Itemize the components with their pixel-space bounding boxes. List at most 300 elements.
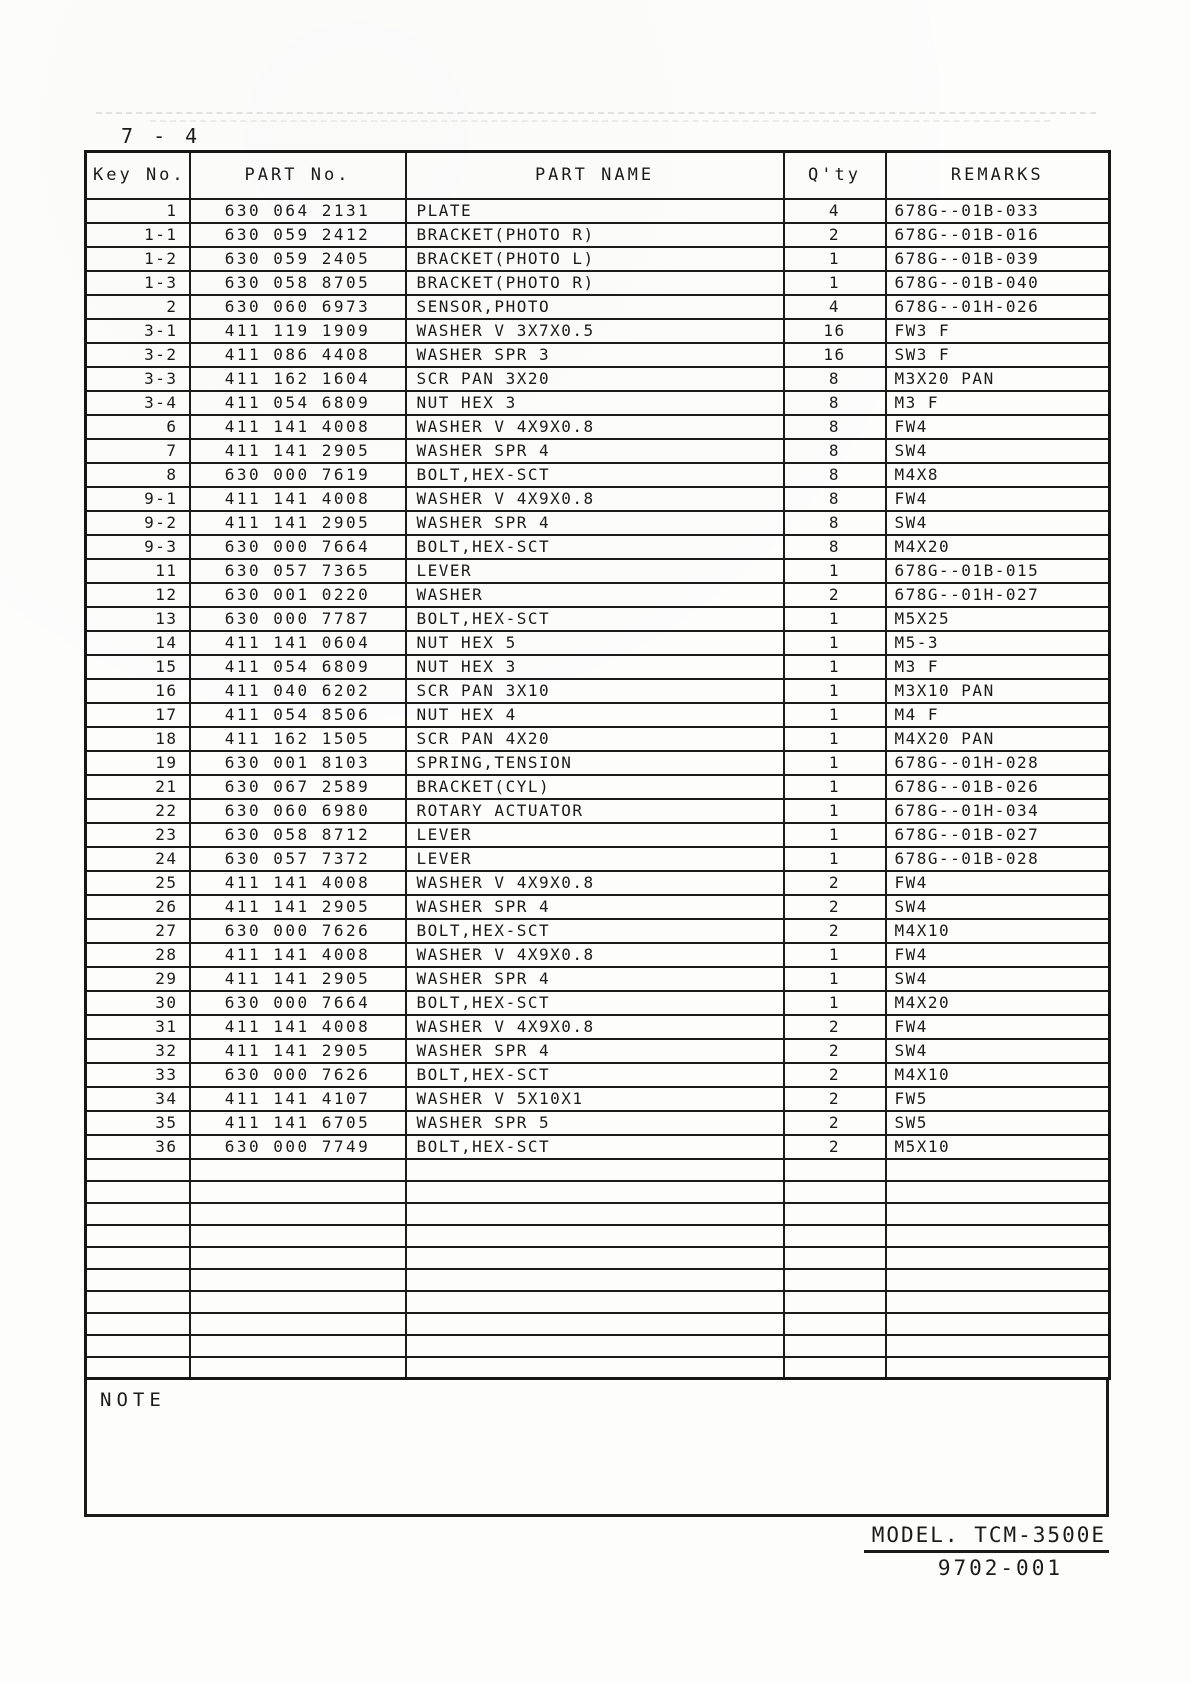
part-name-cell: BOLT,HEX-SCT — [406, 607, 784, 631]
empty-table-row — [86, 1291, 1110, 1313]
part-name-cell: SCR PAN 3X20 — [406, 367, 784, 391]
table-row — [86, 679, 1110, 703]
remarks-cell: SW4 — [886, 895, 1110, 919]
remarks-cell: 678G--01H-034 — [886, 799, 1110, 823]
remarks-cell: SW4 — [886, 1039, 1110, 1063]
remarks-cell: M4X20 PAN — [886, 727, 1110, 751]
part-no-cell: 630 000 7787 — [190, 607, 406, 631]
col-header-part-no: PART No. — [190, 152, 406, 199]
key-no-cell — [86, 1269, 190, 1291]
key-no-cell: 1-2 — [86, 247, 190, 271]
remarks-cell: M4 F — [886, 703, 1110, 727]
remarks-cell: 678G--01B-016 — [886, 223, 1110, 247]
part-no-cell: 411 141 2905 — [190, 967, 406, 991]
scan-artifact-line — [150, 120, 1050, 122]
qty-cell: 2 — [784, 1039, 886, 1063]
part-no-cell — [190, 1313, 406, 1335]
part-no-cell: 411 141 4008 — [190, 487, 406, 511]
remarks-cell — [886, 1225, 1110, 1247]
key-no-cell — [86, 1181, 190, 1203]
part-name-cell: SENSOR,PHOTO — [406, 295, 784, 319]
empty-table-row — [86, 1357, 1110, 1379]
table-row — [86, 943, 1110, 967]
part-no-cell: 411 054 6809 — [190, 391, 406, 415]
part-no-cell: 411 054 8506 — [190, 703, 406, 727]
part-name-cell: WASHER V 4X9X0.8 — [406, 487, 784, 511]
key-no-cell: 27 — [86, 919, 190, 943]
parts-table — [84, 150, 1111, 1380]
part-no-cell: 630 000 7749 — [190, 1135, 406, 1159]
part-name-cell: BRACKET(CYL) — [406, 775, 784, 799]
table-header-row — [86, 152, 1110, 199]
table-row — [86, 319, 1110, 343]
key-no-cell — [86, 1225, 190, 1247]
part-no-cell — [190, 1159, 406, 1181]
qty-cell: 1 — [784, 631, 886, 655]
remarks-cell: 678G--01B-033 — [886, 199, 1110, 223]
part-no-cell: 630 058 8712 — [190, 823, 406, 847]
part-no-cell: 630 058 8705 — [190, 271, 406, 295]
remarks-cell: M4X10 — [886, 919, 1110, 943]
part-no-cell: 411 141 4008 — [190, 415, 406, 439]
part-no-cell — [190, 1335, 406, 1357]
part-no-cell — [190, 1269, 406, 1291]
remarks-cell: FW4 — [886, 487, 1110, 511]
empty-table-row — [86, 1181, 1110, 1203]
key-no-cell: 2 — [86, 295, 190, 319]
part-no-cell: 411 141 4008 — [190, 1015, 406, 1039]
part-name-cell — [406, 1159, 784, 1181]
part-name-cell: WASHER SPR 4 — [406, 967, 784, 991]
remarks-cell: M3 F — [886, 655, 1110, 679]
key-no-cell: 6 — [86, 415, 190, 439]
remarks-cell — [886, 1291, 1110, 1313]
part-no-cell: 630 000 7664 — [190, 991, 406, 1015]
remarks-cell: 678G--01H-026 — [886, 295, 1110, 319]
part-name-cell: SCR PAN 4X20 — [406, 727, 784, 751]
qty-cell: 2 — [784, 1111, 886, 1135]
part-name-cell: WASHER SPR 4 — [406, 511, 784, 535]
footer — [84, 1523, 1109, 1580]
remarks-cell: 678G--01B-040 — [886, 271, 1110, 295]
document-content — [84, 150, 1109, 1580]
remarks-cell: M3X10 PAN — [886, 679, 1110, 703]
qty-cell: 2 — [784, 583, 886, 607]
table-row — [86, 751, 1110, 775]
qty-cell: 8 — [784, 391, 886, 415]
part-no-cell: 411 141 2905 — [190, 1039, 406, 1063]
table-row — [86, 1039, 1110, 1063]
key-no-cell: 14 — [86, 631, 190, 655]
part-no-cell: 411 141 4107 — [190, 1087, 406, 1111]
table-row — [86, 799, 1110, 823]
empty-table-row — [86, 1159, 1110, 1181]
part-name-cell: WASHER V 5X10X1 — [406, 1087, 784, 1111]
remarks-cell: 678G--01B-027 — [886, 823, 1110, 847]
qty-cell: 4 — [784, 199, 886, 223]
key-no-cell — [86, 1357, 190, 1379]
key-no-cell: 24 — [86, 847, 190, 871]
key-no-cell: 3-2 — [86, 343, 190, 367]
remarks-cell: M3 F — [886, 391, 1110, 415]
remarks-cell: FW4 — [886, 1015, 1110, 1039]
qty-cell: 8 — [784, 463, 886, 487]
remarks-cell — [886, 1247, 1110, 1269]
part-name-cell: BRACKET(PHOTO L) — [406, 247, 784, 271]
key-no-cell: 25 — [86, 871, 190, 895]
part-no-cell — [190, 1357, 406, 1379]
qty-cell — [784, 1225, 886, 1247]
part-name-cell — [406, 1335, 784, 1357]
table-row — [86, 871, 1110, 895]
remarks-cell — [886, 1181, 1110, 1203]
part-no-cell: 630 001 0220 — [190, 583, 406, 607]
part-no-cell: 630 064 2131 — [190, 199, 406, 223]
table-row — [86, 1087, 1110, 1111]
key-no-cell: 9-2 — [86, 511, 190, 535]
part-name-cell: WASHER V 4X9X0.8 — [406, 871, 784, 895]
qty-cell: 16 — [784, 319, 886, 343]
remarks-cell: M4X20 — [886, 991, 1110, 1015]
key-no-cell: 35 — [86, 1111, 190, 1135]
part-no-cell — [190, 1203, 406, 1225]
part-name-cell: BOLT,HEX-SCT — [406, 991, 784, 1015]
qty-cell: 1 — [784, 799, 886, 823]
key-no-cell: 16 — [86, 679, 190, 703]
qty-cell — [784, 1335, 886, 1357]
qty-cell: 1 — [784, 271, 886, 295]
table-row — [86, 511, 1110, 535]
qty-cell: 2 — [784, 871, 886, 895]
table-row — [86, 439, 1110, 463]
key-no-cell: 32 — [86, 1039, 190, 1063]
remarks-cell: 678G--01B-015 — [886, 559, 1110, 583]
qty-cell: 1 — [784, 823, 886, 847]
key-no-cell: 3-3 — [86, 367, 190, 391]
table-row — [86, 655, 1110, 679]
remarks-cell: FW3 F — [886, 319, 1110, 343]
part-name-cell: WASHER SPR 4 — [406, 895, 784, 919]
part-name-cell: WASHER SPR 4 — [406, 1039, 784, 1063]
note-label: NOTE — [100, 1389, 166, 1411]
qty-cell: 2 — [784, 1135, 886, 1159]
empty-table-row — [86, 1203, 1110, 1225]
part-name-cell: BOLT,HEX-SCT — [406, 1135, 784, 1159]
qty-cell — [784, 1247, 886, 1269]
qty-cell: 16 — [784, 343, 886, 367]
qty-cell: 2 — [784, 919, 886, 943]
remarks-cell: 678G--01B-039 — [886, 247, 1110, 271]
qty-cell: 1 — [784, 727, 886, 751]
qty-cell: 1 — [784, 847, 886, 871]
remarks-cell: M4X20 — [886, 535, 1110, 559]
parts-table-body — [86, 199, 1110, 1379]
key-no-cell: 8 — [86, 463, 190, 487]
part-no-cell: 630 000 7619 — [190, 463, 406, 487]
col-header-qty: Q'ty — [784, 152, 886, 199]
remarks-cell: FW4 — [886, 871, 1110, 895]
key-no-cell — [86, 1335, 190, 1357]
key-no-cell: 19 — [86, 751, 190, 775]
table-row — [86, 559, 1110, 583]
part-no-cell: 411 040 6202 — [190, 679, 406, 703]
remarks-cell: SW3 F — [886, 343, 1110, 367]
part-name-cell: SCR PAN 3X10 — [406, 679, 784, 703]
remarks-cell: FW4 — [886, 415, 1110, 439]
key-no-cell: 17 — [86, 703, 190, 727]
remarks-cell — [886, 1357, 1110, 1379]
part-no-cell: 411 141 4008 — [190, 871, 406, 895]
key-no-cell: 28 — [86, 943, 190, 967]
part-no-cell: 630 057 7365 — [190, 559, 406, 583]
part-no-cell: 630 000 7626 — [190, 919, 406, 943]
part-name-cell — [406, 1181, 784, 1203]
key-no-cell: 33 — [86, 1063, 190, 1087]
table-row — [86, 631, 1110, 655]
qty-cell — [784, 1291, 886, 1313]
part-no-cell: 630 060 6973 — [190, 295, 406, 319]
key-no-cell: 12 — [86, 583, 190, 607]
empty-table-row — [86, 1335, 1110, 1357]
part-no-cell: 411 086 4408 — [190, 343, 406, 367]
part-name-cell: NUT HEX 5 — [406, 631, 784, 655]
key-no-cell — [86, 1203, 190, 1225]
part-name-cell: NUT HEX 3 — [406, 391, 784, 415]
qty-cell: 1 — [784, 751, 886, 775]
part-no-cell: 411 119 1909 — [190, 319, 406, 343]
part-no-cell: 630 000 7626 — [190, 1063, 406, 1087]
remarks-cell: 678G--01B-028 — [886, 847, 1110, 871]
qty-cell: 1 — [784, 703, 886, 727]
page-number-label: 7 - 4 — [121, 124, 202, 148]
qty-cell: 2 — [784, 1087, 886, 1111]
col-header-part-name: PART NAME — [406, 152, 784, 199]
part-name-cell — [406, 1291, 784, 1313]
key-no-cell: 15 — [86, 655, 190, 679]
part-name-cell: BOLT,HEX-SCT — [406, 1063, 784, 1087]
empty-table-row — [86, 1225, 1110, 1247]
qty-cell: 1 — [784, 775, 886, 799]
part-no-cell: 630 001 8103 — [190, 751, 406, 775]
key-no-cell: 36 — [86, 1135, 190, 1159]
qty-cell — [784, 1313, 886, 1335]
table-row — [86, 295, 1110, 319]
part-name-cell: BOLT,HEX-SCT — [406, 919, 784, 943]
part-no-cell: 411 141 6705 — [190, 1111, 406, 1135]
key-no-cell — [86, 1291, 190, 1313]
part-name-cell — [406, 1203, 784, 1225]
part-name-cell: WASHER SPR 3 — [406, 343, 784, 367]
qty-cell: 8 — [784, 535, 886, 559]
key-no-cell: 9-1 — [86, 487, 190, 511]
table-row — [86, 1135, 1110, 1159]
part-name-cell: LEVER — [406, 559, 784, 583]
part-no-cell: 411 162 1604 — [190, 367, 406, 391]
qty-cell: 8 — [784, 487, 886, 511]
empty-table-row — [86, 1313, 1110, 1335]
qty-cell: 1 — [784, 943, 886, 967]
key-no-cell: 23 — [86, 823, 190, 847]
col-header-remarks: REMARKS — [886, 152, 1110, 199]
remarks-cell — [886, 1313, 1110, 1335]
qty-cell: 2 — [784, 223, 886, 247]
remarks-cell: M5X25 — [886, 607, 1110, 631]
part-name-cell: BRACKET(PHOTO R) — [406, 223, 784, 247]
part-name-cell: BRACKET(PHOTO R) — [406, 271, 784, 295]
part-name-cell: ROTARY ACTUATOR — [406, 799, 784, 823]
part-name-cell: WASHER SPR 4 — [406, 439, 784, 463]
part-name-cell — [406, 1247, 784, 1269]
table-row — [86, 415, 1110, 439]
key-no-cell: 26 — [86, 895, 190, 919]
remarks-cell: SW5 — [886, 1111, 1110, 1135]
table-row — [86, 727, 1110, 751]
qty-cell: 1 — [784, 559, 886, 583]
part-name-cell: WASHER V 3X7X0.5 — [406, 319, 784, 343]
qty-cell: 4 — [784, 295, 886, 319]
part-no-cell: 411 141 2905 — [190, 895, 406, 919]
part-no-cell — [190, 1291, 406, 1313]
part-no-cell — [190, 1225, 406, 1247]
key-no-cell: 30 — [86, 991, 190, 1015]
scan-artifact-line — [96, 112, 1096, 114]
qty-cell: 1 — [784, 991, 886, 1015]
key-no-cell: 34 — [86, 1087, 190, 1111]
part-name-cell: WASHER V 4X9X0.8 — [406, 1015, 784, 1039]
remarks-cell: M4X8 — [886, 463, 1110, 487]
note-box — [84, 1380, 1109, 1517]
part-no-cell: 411 141 2905 — [190, 511, 406, 535]
remarks-cell: 678G--01H-027 — [886, 583, 1110, 607]
remarks-cell: 678G--01H-028 — [886, 751, 1110, 775]
table-row — [86, 991, 1110, 1015]
qty-cell: 8 — [784, 511, 886, 535]
remarks-cell: M5-3 — [886, 631, 1110, 655]
part-no-cell: 411 141 2905 — [190, 439, 406, 463]
table-row — [86, 199, 1110, 223]
key-no-cell: 9-3 — [86, 535, 190, 559]
key-no-cell: 7 — [86, 439, 190, 463]
part-no-cell: 630 000 7664 — [190, 535, 406, 559]
key-no-cell: 13 — [86, 607, 190, 631]
remarks-cell: SW4 — [886, 439, 1110, 463]
key-no-cell — [86, 1313, 190, 1335]
col-header-key-no: Key No. — [86, 152, 190, 199]
part-no-cell: 630 059 2412 — [190, 223, 406, 247]
key-no-cell: 1-1 — [86, 223, 190, 247]
remarks-cell — [886, 1335, 1110, 1357]
part-no-cell: 411 141 0604 — [190, 631, 406, 655]
remarks-cell — [886, 1159, 1110, 1181]
part-name-cell — [406, 1357, 784, 1379]
key-no-cell: 31 — [86, 1015, 190, 1039]
part-name-cell: BOLT,HEX-SCT — [406, 535, 784, 559]
doc-number: 9702-001 — [937, 1556, 1063, 1580]
qty-cell — [784, 1269, 886, 1291]
remarks-cell — [886, 1203, 1110, 1225]
qty-cell: 2 — [784, 1063, 886, 1087]
table-row — [86, 343, 1110, 367]
table-row — [86, 271, 1110, 295]
part-no-cell: 630 060 6980 — [190, 799, 406, 823]
remarks-cell: SW4 — [886, 967, 1110, 991]
part-no-cell — [190, 1247, 406, 1269]
qty-cell: 8 — [784, 367, 886, 391]
part-no-cell: 411 162 1505 — [190, 727, 406, 751]
key-no-cell: 1 — [86, 199, 190, 223]
table-row — [86, 919, 1110, 943]
table-row — [86, 583, 1110, 607]
empty-table-row — [86, 1247, 1110, 1269]
qty-cell: 1 — [784, 967, 886, 991]
empty-table-row — [86, 1269, 1110, 1291]
qty-cell: 2 — [784, 1015, 886, 1039]
qty-cell: 1 — [784, 655, 886, 679]
part-name-cell: WASHER V 4X9X0.8 — [406, 415, 784, 439]
model-label: MODEL. TCM-3500E — [864, 1523, 1109, 1553]
table-row — [86, 967, 1110, 991]
qty-cell — [784, 1203, 886, 1225]
table-row — [86, 703, 1110, 727]
key-no-cell: 22 — [86, 799, 190, 823]
key-no-cell: 3-1 — [86, 319, 190, 343]
part-name-cell: NUT HEX 3 — [406, 655, 784, 679]
table-row — [86, 463, 1110, 487]
part-name-cell — [406, 1269, 784, 1291]
table-row — [86, 1111, 1110, 1135]
qty-cell: 1 — [784, 247, 886, 271]
remarks-cell — [886, 1269, 1110, 1291]
qty-cell — [784, 1159, 886, 1181]
part-name-cell: NUT HEX 4 — [406, 703, 784, 727]
key-no-cell: 11 — [86, 559, 190, 583]
key-no-cell: 18 — [86, 727, 190, 751]
table-row — [86, 535, 1110, 559]
part-name-cell: LEVER — [406, 847, 784, 871]
table-row — [86, 775, 1110, 799]
key-no-cell — [86, 1247, 190, 1269]
remarks-cell: SW4 — [886, 511, 1110, 535]
table-row — [86, 823, 1110, 847]
table-row — [86, 895, 1110, 919]
part-name-cell: PLATE — [406, 199, 784, 223]
table-row — [86, 1063, 1110, 1087]
qty-cell: 1 — [784, 679, 886, 703]
part-name-cell: WASHER — [406, 583, 784, 607]
table-row — [86, 367, 1110, 391]
table-row — [86, 487, 1110, 511]
part-no-cell: 630 057 7372 — [190, 847, 406, 871]
qty-cell — [784, 1181, 886, 1203]
key-no-cell: 21 — [86, 775, 190, 799]
part-no-cell: 411 141 4008 — [190, 943, 406, 967]
part-name-cell — [406, 1225, 784, 1247]
remarks-cell: M3X20 PAN — [886, 367, 1110, 391]
remarks-cell: FW4 — [886, 943, 1110, 967]
table-row — [86, 607, 1110, 631]
part-no-cell: 411 054 6809 — [190, 655, 406, 679]
remarks-cell: M5X10 — [886, 1135, 1110, 1159]
part-no-cell: 630 067 2589 — [190, 775, 406, 799]
part-no-cell: 630 059 2405 — [190, 247, 406, 271]
qty-cell: 2 — [784, 895, 886, 919]
table-row — [86, 391, 1110, 415]
part-name-cell: BOLT,HEX-SCT — [406, 463, 784, 487]
qty-cell — [784, 1357, 886, 1379]
key-no-cell: 3-4 — [86, 391, 190, 415]
remarks-cell: 678G--01B-026 — [886, 775, 1110, 799]
part-name-cell: LEVER — [406, 823, 784, 847]
